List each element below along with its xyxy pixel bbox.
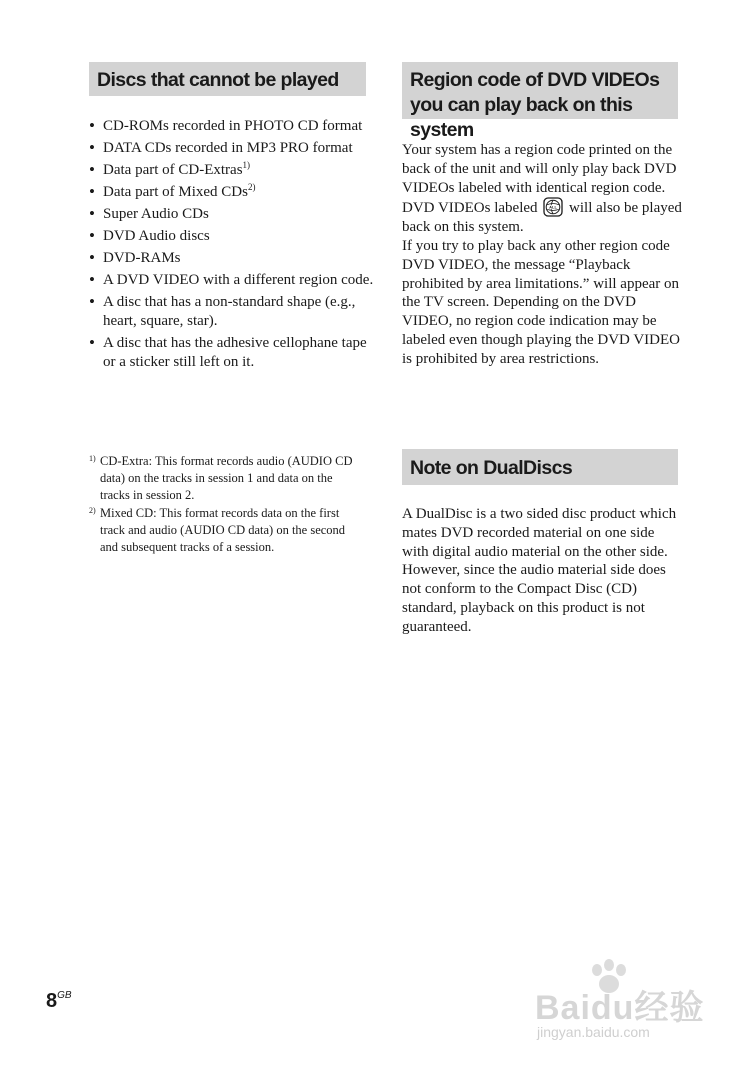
footnote-2: 2) Mixed CD: This format records data on the first track and audio (AUDIO CD data) on the second and subsequent tracks of a session. — [89, 506, 346, 554]
region-code-heading: Region code of DVD VIDEOs you can play back on this system — [402, 62, 678, 119]
footnote-ref: 2) — [247, 182, 256, 192]
list-item: • DATA CDs recorded in MP3 PRO format — [89, 139, 374, 158]
dualdiscs-text: A DualDisc is a two sided disc product which mates DVD recorded material on one side with digital audio material on the other side. However, since the audio material side does not conform to the Compact Disc (CD) standard, playback on this product is not guaranteed. — [402, 506, 677, 635]
list-item: • Super Audio CDs — [89, 205, 374, 224]
dualdiscs-heading: Note on DualDiscs — [402, 449, 678, 485]
baidu-watermark — [535, 958, 715, 1050]
watermark-url: jingyan.baidu.com — [537, 1024, 650, 1040]
list-item: • DVD-RAMs — [89, 249, 374, 268]
region-paragraph-3: If you try to play back any other region code DVD VIDEO, the message “Playback prohibited by area limitations.” will appear on the TV screen. Depending on the DVD VIDEO, no region code indication may be labeled even though playing the DVD VIDEO is prohibited by area restrictions. — [402, 237, 680, 367]
region-paragraph-1: Your system has a region code printed on the back of the unit and will only play back DVD VIDEOs labeled with identical region code. — [402, 142, 677, 196]
region-paragraph-2: DVD VIDEOs labeled ALL will also be played back on this system. — [402, 197, 682, 237]
page-region-suffix: GB — [57, 990, 72, 1001]
unplayable-discs-list — [89, 117, 374, 375]
footnote-1: 1) CD-Extra: This format records audio (AUDIO CD data) on the tracks in session 1 and data on the tracks in session 2. — [89, 454, 353, 502]
footnotes — [89, 453, 364, 557]
logo-all-text: ALL — [549, 204, 558, 210]
list-item: • Data part of CD-Extras$^{1)}$ — [89, 161, 374, 180]
watermark-brand: Baidu经验 — [535, 989, 705, 1027]
discs-cannot-play-heading: Discs that cannot be played — [89, 62, 366, 96]
list-item: • DVD Audio discs — [89, 227, 374, 246]
list-item: • A disc that has a non-standard shape (e.g., heart, square, star). — [89, 293, 374, 331]
region-code-text — [402, 141, 682, 369]
page-number: $8^{GB}$ — [46, 990, 72, 1012]
footnote-ref: 1) — [242, 160, 251, 170]
list-item: • A disc that has the adhesive cellophane tape or a sticker still left on it. — [89, 334, 374, 372]
list-item: • A DVD VIDEO with a different region code. — [89, 271, 374, 290]
globe-all-region-icon — [543, 197, 563, 217]
list-item: • CD-ROMs recorded in PHOTO CD format — [89, 117, 374, 136]
list-item: • Data part of Mixed CDs$^{2)}$ — [89, 183, 374, 202]
